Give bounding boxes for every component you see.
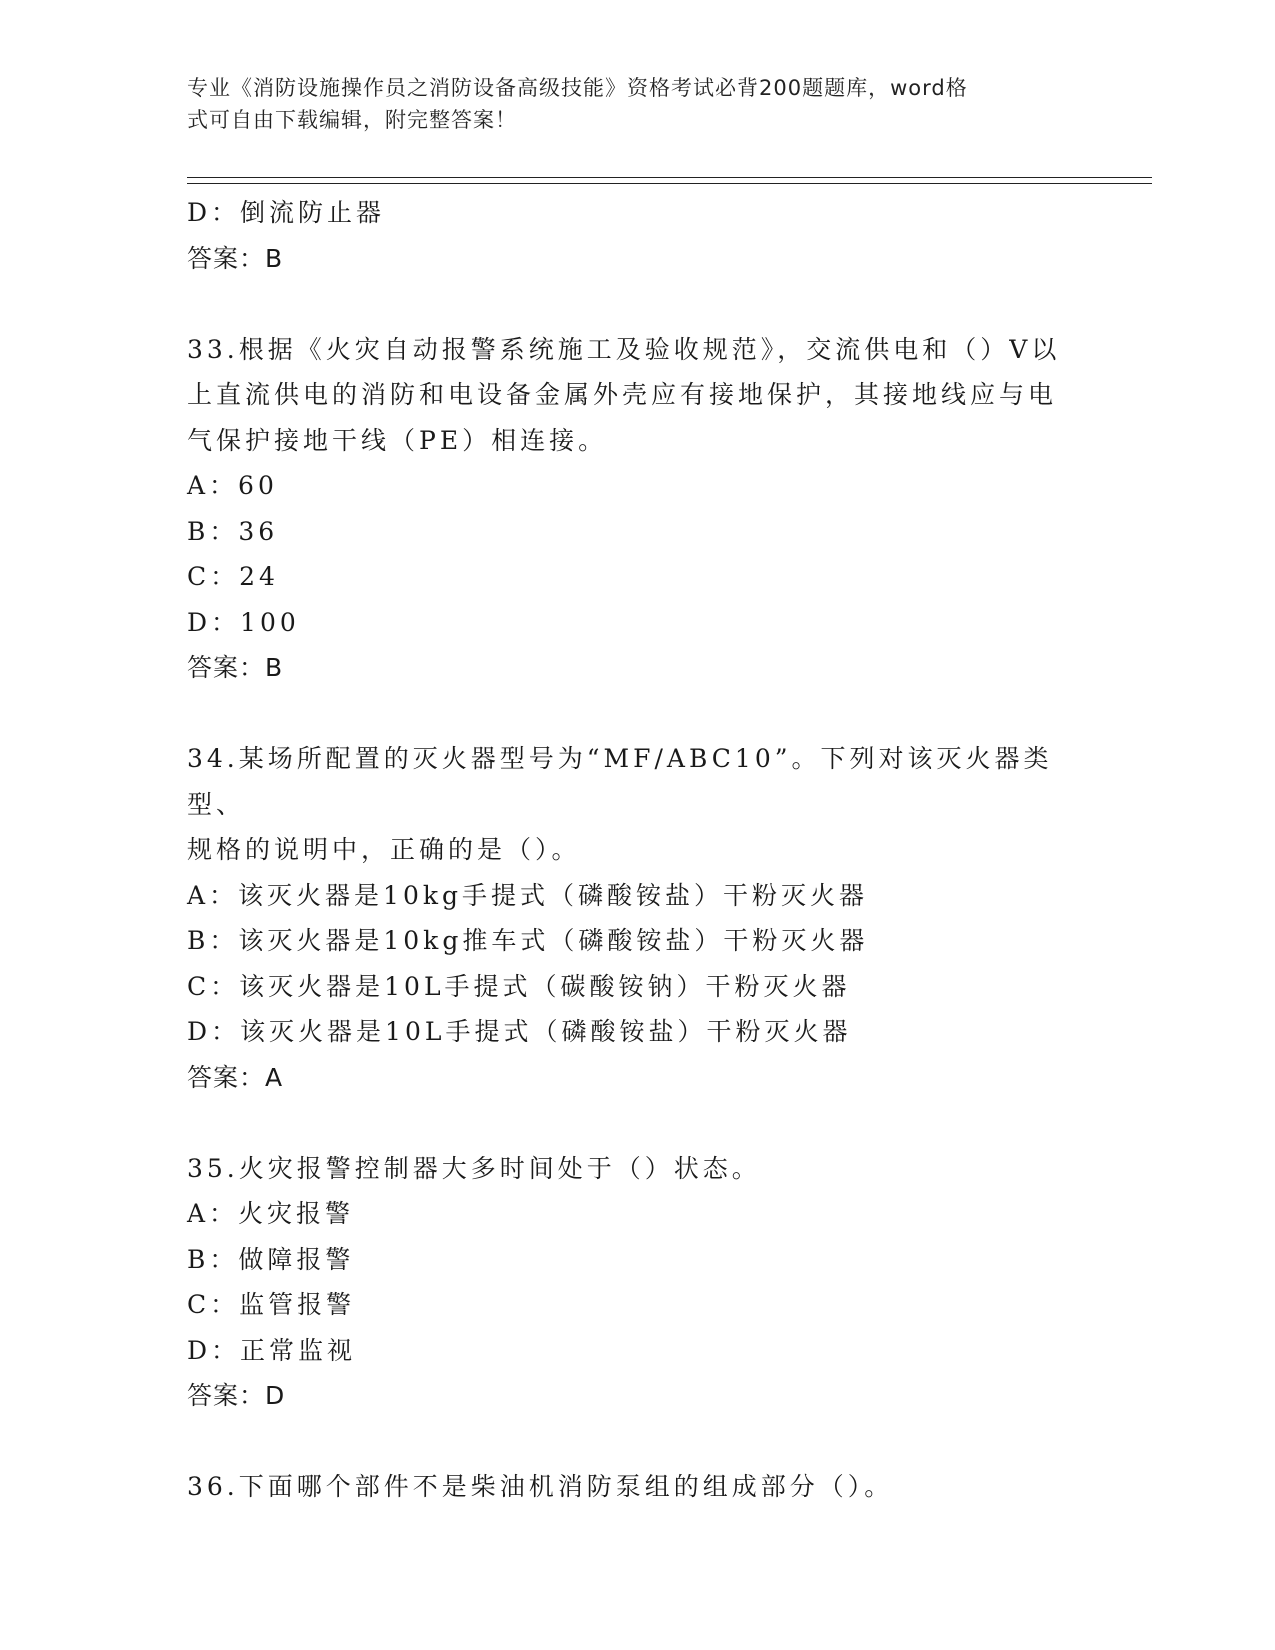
- document-header: [187, 72, 1067, 136]
- option-b: B：该灭火器是10kg推车式（磷酸铵盐）干粉灭火器: [187, 926, 869, 955]
- option-c: C：监管报警: [187, 1290, 356, 1319]
- answer-line: 答案：B: [187, 243, 284, 273]
- option-c: C：该灭火器是10L手提式（碳酸铵钠）干粉灭火器: [187, 971, 851, 1001]
- option-d: D：正常监视: [187, 1335, 357, 1365]
- header-rule-bottom: [187, 183, 1152, 184]
- answer-line: 答案：B: [187, 653, 284, 682]
- question-text-line: 上直流供电的消防和电设备金属外壳应有接地保护，其接地线应与电: [187, 380, 1058, 409]
- answer-line: 答案：A: [187, 1062, 284, 1092]
- question-text-line: 35.火灾报警控制器大多时间处于（）状态。: [187, 1153, 761, 1183]
- question-text-line: 气保护接地干线（PE）相连接。: [187, 425, 608, 455]
- question-35: [187, 1146, 1087, 1419]
- question-text-line: 36.下面哪个部件不是柴油机消防泵组的组成部分（）。: [187, 1472, 894, 1501]
- option-c: C：24: [187, 562, 279, 591]
- question-34: [187, 736, 1087, 1100]
- question-text-line: 34.某场所配置的灭火器型号为“MF/ABC10”。下列对该灭火器类型、: [187, 744, 1053, 819]
- option-a: A：60: [187, 471, 278, 500]
- header-line-1: 专业《消防设施操作员之消防设备高级技能》资格考试必背200题题库，word格: [187, 76, 968, 100]
- option-a: A：火灾报警: [187, 1199, 355, 1228]
- option-d: D：该灭火器是10L手提式（磷酸铵盐）干粉灭火器: [187, 1017, 852, 1046]
- question-text-line: 规格的说明中，正确的是（）。: [187, 835, 581, 864]
- question-text-line: 33.根据《火灾自动报警系统施工及验收规范》，交流供电和（）V以: [187, 334, 1061, 364]
- option-a: A：该灭火器是10kg手提式（磷酸铵盐）干粉灭火器: [187, 880, 869, 910]
- option-b: B：做障报警: [187, 1244, 355, 1274]
- question-33: [187, 327, 1087, 691]
- question-36: [187, 1464, 1087, 1510]
- option-b: B：36: [187, 516, 279, 546]
- question-list: [187, 190, 1087, 1510]
- answer-line: 答案：D: [187, 1381, 286, 1410]
- option-d: D：100: [187, 607, 300, 637]
- header-rule-top: [187, 177, 1152, 178]
- header-line-2: 式可自由下载编辑，附完整答案！: [187, 108, 517, 132]
- option-d: D：倒流防止器: [187, 198, 386, 227]
